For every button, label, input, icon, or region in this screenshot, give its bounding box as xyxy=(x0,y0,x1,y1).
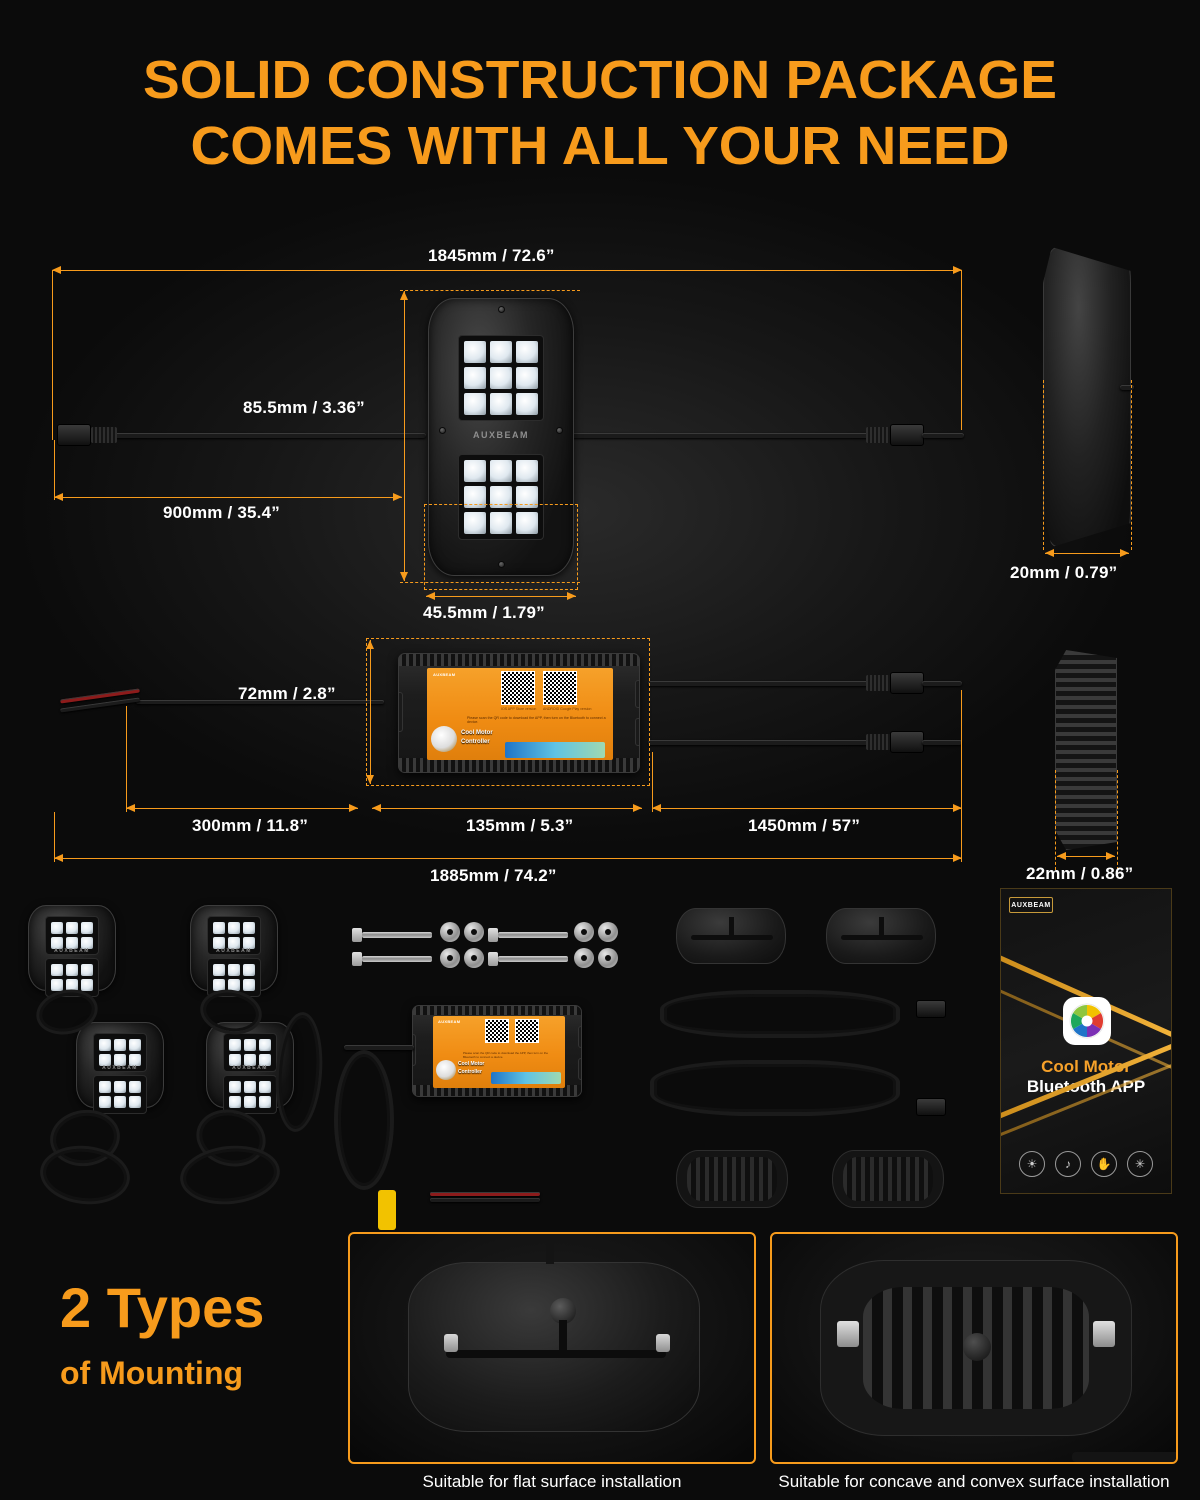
guide-ctrl-side-right xyxy=(1117,770,1118,870)
flat-bracket-post xyxy=(559,1320,567,1354)
music-mode-icon: ♪ xyxy=(1055,1151,1081,1177)
washer-1 xyxy=(440,922,460,942)
connector-out-1 xyxy=(890,672,924,694)
washer-7 xyxy=(574,948,594,968)
led xyxy=(243,979,255,991)
wire-right xyxy=(570,433,870,438)
title-line-2: COMES WITH ALL YOUR NEED xyxy=(190,115,1010,176)
flat-bracket-bolt-left xyxy=(444,1334,458,1352)
pod-screw-left xyxy=(439,427,446,434)
led xyxy=(129,1039,141,1051)
led xyxy=(213,922,225,934)
led xyxy=(229,1081,241,1093)
tick-output-left xyxy=(652,752,653,812)
qr-caption-ios: IOS APP Store version xyxy=(501,707,537,711)
kit-pod-cable-5 xyxy=(37,1141,133,1208)
wire-output-1 xyxy=(648,681,870,686)
arrow-controller-width xyxy=(372,808,642,809)
flat-mount-bracket-1 xyxy=(676,908,786,964)
arrow-controller-height xyxy=(370,640,371,784)
kit-controller-app-icon xyxy=(436,1060,456,1080)
qr-caption-android: ANDROID Google Play version xyxy=(543,707,592,711)
bolt-4 xyxy=(498,956,568,962)
led xyxy=(490,460,512,482)
dim-lead-left: 900mm / 35.4” xyxy=(163,503,280,522)
led xyxy=(516,341,538,363)
kit-controller-power-red xyxy=(430,1192,540,1196)
kit-controller-tab-left xyxy=(412,1034,416,1066)
dim-controller-width: 135mm / 5.3” xyxy=(466,816,574,835)
controller-title-2: Controller xyxy=(461,739,490,745)
tick-lead-left xyxy=(54,440,55,500)
connector-left-strain-relief xyxy=(91,427,117,443)
dim-power-lead: 300mm / 11.8” xyxy=(192,816,309,835)
touch-control-icon: ✋ xyxy=(1091,1151,1117,1177)
arrow-output-lead xyxy=(652,808,962,809)
bolt-2 xyxy=(362,956,432,962)
kit-pod-4-brand: AUXBEAM xyxy=(232,1065,268,1071)
dim-side-thickness: 20mm / 0.79” xyxy=(1010,563,1118,582)
mounting-subtitle: of Mounting xyxy=(60,1355,244,1391)
app-card-title-1: Cool Motor xyxy=(1041,1057,1131,1076)
led xyxy=(490,341,512,363)
led xyxy=(51,922,63,934)
kit-pod-3-brand: AUXBEAM xyxy=(102,1065,138,1071)
pod-screw-right xyxy=(556,427,563,434)
led xyxy=(99,1081,111,1093)
arrow-power-lead xyxy=(126,808,358,809)
bolt-head-2 xyxy=(352,952,362,966)
extension-connector-1 xyxy=(916,1000,946,1018)
arrow-pod-width xyxy=(426,596,576,597)
pod-screw-top xyxy=(498,306,505,313)
washer-3 xyxy=(440,948,460,968)
title-line-1: SOLID CONSTRUCTION PACKAGE xyxy=(143,50,1057,110)
kit-controller-brand-mini: AUXBEAM xyxy=(438,1019,461,1024)
kit-controller-label xyxy=(433,1016,565,1088)
led xyxy=(464,367,486,389)
bolt-head-1 xyxy=(352,928,362,942)
bracket-stud-2 xyxy=(879,917,884,939)
kit-pod-2-brand: AUXBEAM xyxy=(216,948,252,954)
led xyxy=(229,1039,241,1051)
led xyxy=(244,1081,256,1093)
washer-6 xyxy=(598,922,618,942)
kit-controller xyxy=(412,1005,582,1097)
extension-cable-2 xyxy=(650,1060,900,1116)
flash-mode-icon: ✳ xyxy=(1127,1151,1153,1177)
arrow-controller-thickness xyxy=(1057,856,1115,857)
led xyxy=(99,1039,111,1051)
mounting-big-number: 2 Types xyxy=(60,1276,265,1339)
led xyxy=(81,964,93,976)
kit-controller-note: Please scan the QR code to download the APP, then turn on the Bluetooth to connect a device. xyxy=(463,1051,549,1059)
mount-caption-curved: Suitable for concave and convex surface installation xyxy=(778,1472,1170,1491)
bolt-head-3 xyxy=(488,928,498,942)
kit-pod-3-leds-bottom xyxy=(93,1075,147,1114)
washer-2 xyxy=(464,922,484,942)
extension-cable-1 xyxy=(660,990,900,1038)
app-card-brand: AUXBEAM xyxy=(1011,901,1051,909)
arrow-side-thickness xyxy=(1045,553,1129,554)
kit-pod-2 xyxy=(190,905,278,991)
tick-output-right xyxy=(961,690,962,812)
kit-controller-tab-right-1 xyxy=(578,1026,582,1048)
arrow-total-wire-bottom xyxy=(54,858,962,859)
mount-photo-flat xyxy=(348,1232,756,1464)
led xyxy=(516,393,538,415)
led xyxy=(114,1039,126,1051)
led xyxy=(464,341,486,363)
led xyxy=(464,393,486,415)
wire-left xyxy=(96,433,426,438)
pod-brand-label: AUXBEAM xyxy=(472,430,530,440)
flat-bracket-bolt-right xyxy=(656,1334,670,1352)
led xyxy=(66,964,78,976)
kit-controller-power-black xyxy=(430,1198,540,1202)
kit-controller-tab-right-2 xyxy=(578,1058,582,1080)
led xyxy=(66,922,78,934)
led xyxy=(114,1096,126,1108)
led xyxy=(243,922,255,934)
app-card-title-2: Bluetooth APP xyxy=(1026,1077,1146,1096)
mount-photo-curved xyxy=(770,1232,1178,1464)
curved-gasket-hub xyxy=(963,1333,991,1361)
guide-pod-top xyxy=(400,290,580,291)
dim-pod-height: 85.5mm / 3.36” xyxy=(243,398,365,417)
kit-pod-1 xyxy=(28,905,116,991)
bolt-1 xyxy=(362,932,432,938)
guide-side-right xyxy=(1131,380,1132,550)
dim-controller-height: 72mm / 2.8” xyxy=(238,684,336,703)
connector-right xyxy=(890,424,924,446)
color-wheel-app-icon xyxy=(1063,997,1111,1045)
connector-out-2 xyxy=(890,731,924,753)
bolt-3 xyxy=(498,932,568,938)
curved-gasket-wire xyxy=(1072,1452,1178,1462)
gasket-ribs-1 xyxy=(687,1157,777,1201)
led xyxy=(213,964,225,976)
kit-pod-4-leds-bottom xyxy=(223,1075,277,1114)
wire-output-2 xyxy=(648,740,870,745)
led xyxy=(490,393,512,415)
wire-output-1-tail xyxy=(922,681,962,686)
led xyxy=(81,979,93,991)
tick-power-lead-left xyxy=(126,706,127,812)
dim-total-wire-bottom: 1885mm / 74.2” xyxy=(430,866,557,885)
controller-side-view xyxy=(1055,650,1117,850)
arrow-lead-left xyxy=(54,497,402,498)
controller-note: Please scan the QR code to download the APP, then turn on the Bluetooth to connect a device. xyxy=(467,716,606,725)
app-card xyxy=(1000,888,1172,1194)
app-card-logo xyxy=(1009,897,1053,913)
mount-caption-flat: Suitable for flat surface installation xyxy=(422,1472,682,1491)
washer-5 xyxy=(574,922,594,942)
bolt-head-4 xyxy=(488,952,498,966)
gasket-ribs-2 xyxy=(843,1157,933,1201)
led xyxy=(51,979,63,991)
page-title xyxy=(0,48,1200,180)
washer-4 xyxy=(464,948,484,968)
guide-side-left xyxy=(1043,380,1044,550)
curved-gasket-bolt-left xyxy=(837,1321,859,1347)
brightness-icon: ☀ xyxy=(1019,1151,1045,1177)
guide-pod-width-box xyxy=(424,504,578,590)
led xyxy=(259,1081,271,1093)
kit-qr-ios xyxy=(485,1019,509,1043)
led xyxy=(129,1081,141,1093)
curved-gasket-bolt-right xyxy=(1093,1321,1115,1347)
guide-controller-box xyxy=(366,638,650,786)
led xyxy=(229,1096,241,1108)
wire-output-2-tail xyxy=(922,740,962,745)
wire-right-tail xyxy=(922,433,964,438)
tick-bottom-right xyxy=(961,812,962,862)
led xyxy=(129,1096,141,1108)
flat-bracket-wire xyxy=(546,1234,554,1264)
curved-mount-gasket-2 xyxy=(832,1150,944,1208)
kit-controller-fins-top xyxy=(413,1006,582,1015)
led xyxy=(464,460,486,482)
tick-left-top xyxy=(52,270,53,440)
curved-gasket-body xyxy=(820,1260,1132,1436)
led xyxy=(51,964,63,976)
connector-out2-relief xyxy=(866,734,892,750)
tick-bottom-left xyxy=(54,812,55,862)
washer-8 xyxy=(598,948,618,968)
kit-qr-android xyxy=(515,1019,539,1043)
led xyxy=(243,964,255,976)
led xyxy=(244,1096,256,1108)
tick-right-top xyxy=(961,270,962,430)
led xyxy=(259,1096,271,1108)
kit-pod-cable-6 xyxy=(177,1141,283,1209)
controller-title-1: Cool Motor xyxy=(461,730,493,736)
arrow-pod-height xyxy=(404,291,405,581)
kit-controller-title-1: Cool Motor xyxy=(458,1061,485,1067)
led xyxy=(516,367,538,389)
led xyxy=(228,922,240,934)
connector-left xyxy=(57,424,91,446)
flat-bracket-bar xyxy=(446,1350,666,1358)
kit-pod-1-brand: AUXBEAM xyxy=(54,948,90,954)
connector-right-strain-relief xyxy=(866,427,892,443)
arrow-total-wire-top xyxy=(52,270,962,271)
kit-controller-title-2: Controller xyxy=(458,1069,482,1075)
led xyxy=(99,1096,111,1108)
dim-output-lead: 1450mm / 57” xyxy=(748,816,861,835)
controller-brand-mini: AUXBEAM xyxy=(433,672,456,677)
led-cluster-top xyxy=(458,335,544,421)
kit-controller-label-photo xyxy=(491,1072,561,1084)
led xyxy=(259,1039,271,1051)
kit-controller-input-wire xyxy=(344,1045,414,1050)
kit-controller-input-coil xyxy=(334,1050,394,1190)
extension-connector-2 xyxy=(916,1098,946,1116)
led xyxy=(228,964,240,976)
led xyxy=(516,460,538,482)
connector-out1-relief xyxy=(866,675,892,691)
kit-controller-yellow-tag xyxy=(378,1190,396,1230)
bracket-stud-1 xyxy=(729,917,734,939)
led xyxy=(490,367,512,389)
led-pod-side-view xyxy=(1043,247,1131,547)
curved-mount-gasket-1 xyxy=(676,1150,788,1208)
led xyxy=(244,1039,256,1051)
dim-total-wire-top: 1845mm / 72.6” xyxy=(428,246,555,265)
kit-pod-3 xyxy=(76,1022,164,1108)
guide-ctrl-side-left xyxy=(1055,770,1056,870)
dim-pod-width: 45.5mm / 1.79” xyxy=(423,603,545,622)
dim-controller-thickness: 22mm / 0.86” xyxy=(1026,864,1134,883)
led xyxy=(81,922,93,934)
led xyxy=(114,1081,126,1093)
flat-mount-bracket-2 xyxy=(826,908,936,964)
